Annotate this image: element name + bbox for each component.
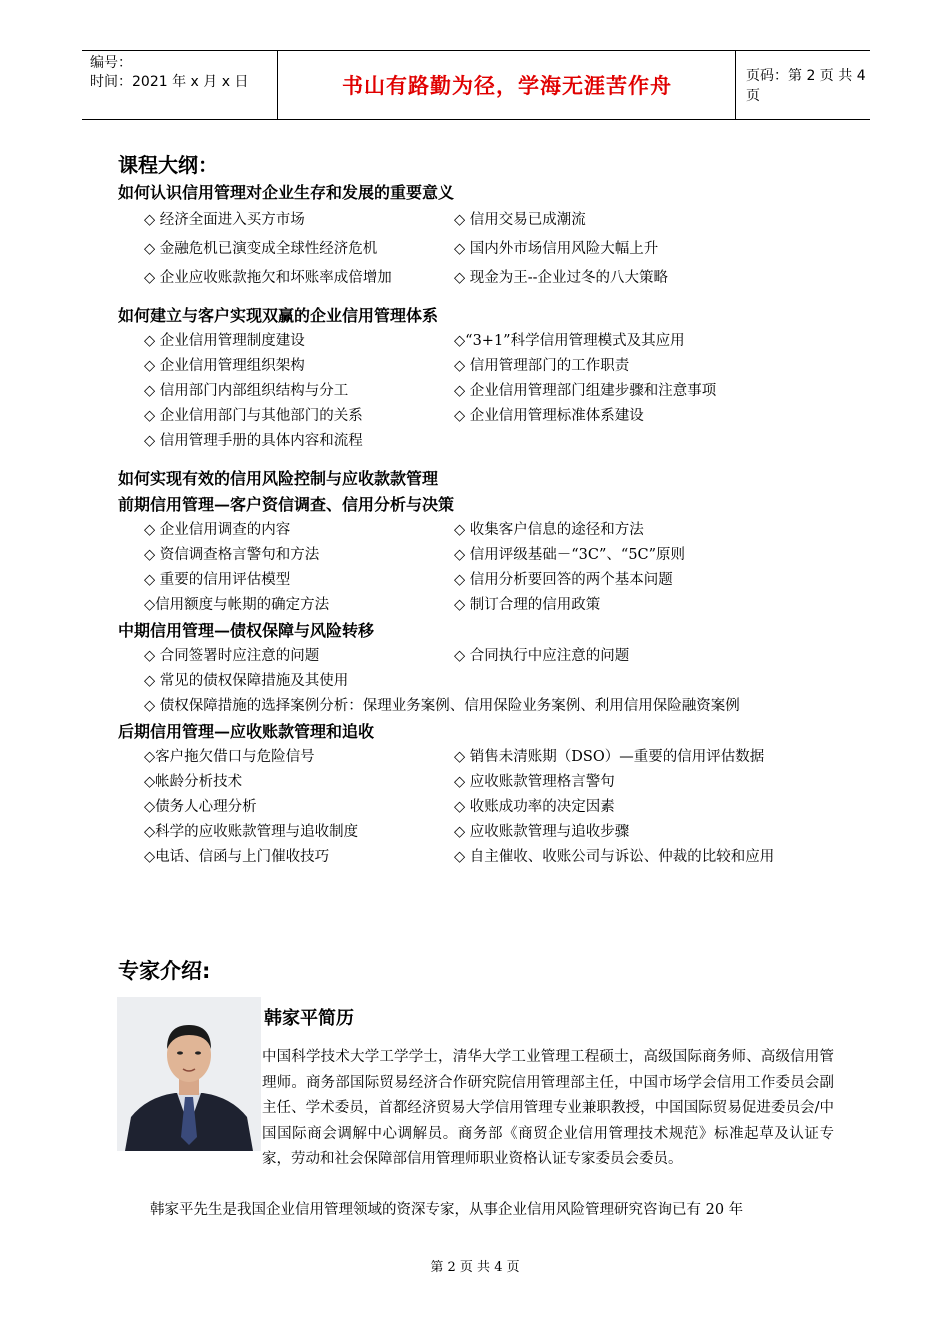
list-item: ◇ 企业信用管理标准体系建设 xyxy=(454,408,644,424)
list-item: ◇电话、信函与上门催收技巧 xyxy=(144,849,330,865)
list-item: ◇客户拖欠借口与危险信号 xyxy=(144,749,315,765)
list-item: ◇帐龄分析技术 xyxy=(144,774,243,790)
subsection-title: 后期信用管理—应收账款管理和追收 xyxy=(118,722,375,741)
list-item: ◇信用额度与帐期的确定方法 xyxy=(144,597,330,613)
list-item: ◇ 企业信用管理组织架构 xyxy=(144,358,305,374)
list-item: ◇ 信用评级基础－“3C”、“5C”原则 xyxy=(454,547,686,563)
list-item: ◇ 资信调查格言警句和方法 xyxy=(144,547,320,563)
expert-photo xyxy=(117,997,261,1151)
list-item: ◇ 信用交易已成潮流 xyxy=(454,212,586,228)
list-item: ◇ 信用管理部门的工作职责 xyxy=(454,358,630,374)
header-table xyxy=(82,50,870,120)
header-meta-cell xyxy=(82,51,278,119)
list-item: ◇ 信用部门内部组织结构与分工 xyxy=(144,383,349,399)
list-item: ◇ 应收账款管理格言警句 xyxy=(454,774,615,790)
subsection-title: 中期信用管理—债权保障与风险转移 xyxy=(118,621,375,640)
list-item: ◇ 合同执行中应注意的问题 xyxy=(454,648,630,664)
expert-bio-text: 中国科学技术大学工学学士，清华大学工业管理工程硕士，高级国际商务师、高级信用管理师。商务部国际贸易经济合作研究院信用管理部主任，中国市场学会信用工作委员会副主任、学术委员，首都经济贸易大学信用管理专业兼职教授，中国国际贸易促进委员会/中国国际商会调解中心调解员。商务部《商贸企业信用管理技术规范》标准起草及认证专家，劳动和社会保障部信用管理师职业资格认证专家委员会委员。 xyxy=(262,1049,834,1167)
list-item: ◇ 企业信用管理制度建设 xyxy=(144,333,305,349)
list-item: ◇ 企业应收账款拖欠和坏账率成倍增加 xyxy=(144,270,392,286)
section-items xyxy=(118,206,834,293)
list-item: ◇ 金融危机已演变成全球性经济危机 xyxy=(144,241,378,257)
subsection-title: 前期信用管理—客户资信调查、信用分析与决策 xyxy=(118,495,455,514)
page-footer: 第 2 页 共 4 页 xyxy=(430,1260,520,1275)
list-item: ◇ 常见的债权保障措施及其使用 xyxy=(144,673,349,689)
list-item: ◇ 销售未清账期（DSO）—重要的信用评估数据 xyxy=(454,749,765,765)
section-items xyxy=(118,329,834,454)
list-item: ◇科学的应收账款管理与追收制度 xyxy=(144,824,359,840)
list-item: ◇ 企业信用调查的内容 xyxy=(144,522,291,538)
list-item: ◇ 自主催收、收账公司与诉讼、仲裁的比较和应用 xyxy=(454,849,775,865)
list-item: ◇ 国内外市场信用风险大幅上升 xyxy=(454,241,659,257)
list-item: ◇ 企业信用管理部门组建步骤和注意事项 xyxy=(454,383,717,399)
expert-bio-continued: 韩家平先生是我国企业信用管理领域的资深专家，从事企业信用风险管理研究咨询已有 20 年 xyxy=(150,1202,744,1218)
section-title: 如何认识信用管理对企业生存和发展的重要意义 xyxy=(118,183,455,202)
expert-bio xyxy=(262,1045,834,1173)
number-label: 编号： xyxy=(90,55,132,71)
section-title: 如何实现有效的信用风险控制与应收款款管理 xyxy=(118,469,439,488)
page-label: 页码：第 2 页 共 4 页 xyxy=(746,68,866,104)
section-items xyxy=(118,518,834,618)
list-item: ◇ 信用管理手册的具体内容和流程 xyxy=(144,433,363,449)
list-item: ◇ 制订合理的信用政策 xyxy=(454,597,601,613)
list-item: ◇ 经济全面进入买方市场 xyxy=(144,212,305,228)
list-item: ◇ 重要的信用评估模型 xyxy=(144,572,291,588)
list-item: ◇ 收集客户信息的途径和方法 xyxy=(454,522,644,538)
expert-name: 韩家平简历 xyxy=(264,1008,354,1029)
list-item: ◇“3+1”科学信用管理模式及其应用 xyxy=(454,333,685,349)
expert-section-title: 专家介绍: xyxy=(118,959,211,983)
motto: 书山有路勤为径，学海无涯苦作舟 xyxy=(279,51,736,119)
course-outline xyxy=(118,150,834,870)
section-title: 如何建立与客户实现双赢的企业信用管理体系 xyxy=(118,306,439,325)
time-label: 时间：2021 年 x 月 x 日 xyxy=(90,74,249,90)
list-item: ◇ 收账成功率的决定因素 xyxy=(454,799,615,815)
section-items xyxy=(118,644,834,694)
list-item: ◇ 合同签署时应注意的问题 xyxy=(144,648,320,664)
list-item: ◇债务人心理分析 xyxy=(144,799,257,815)
outline-title: 课程大纲： xyxy=(118,153,218,177)
section-items xyxy=(118,745,834,870)
list-item: ◇ 企业信用部门与其他部门的关系 xyxy=(144,408,363,424)
list-item-long: ◇ 债权保障措施的选择案例分析：保理业务案例、信用保险业务案例、利用信用保险融资案例 xyxy=(144,698,740,714)
list-item: ◇ 现金为王--企业过冬的八大策略 xyxy=(454,270,669,286)
list-item: ◇ 信用分析要回答的两个基本问题 xyxy=(454,572,673,588)
list-item: ◇ 应收账款管理与追收步骤 xyxy=(454,824,630,840)
portrait-image xyxy=(117,997,261,1151)
